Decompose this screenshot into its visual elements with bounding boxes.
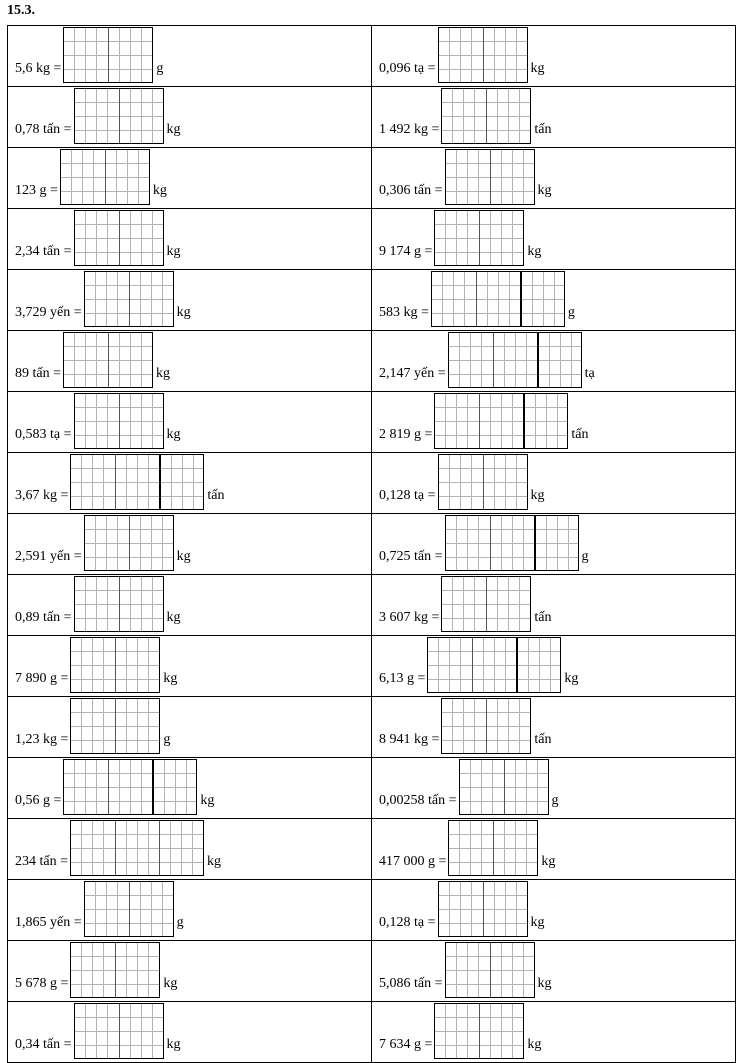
answer-grid[interactable]: [434, 1003, 524, 1059]
conversion-item: [372, 332, 735, 391]
conversion-item: [372, 271, 735, 330]
grid-square[interactable]: [64, 760, 108, 814]
answer-grid[interactable]: [60, 149, 150, 205]
grid-square[interactable]: [479, 211, 523, 265]
conversion-expression: 3,729 yến =: [15, 305, 82, 320]
conversion-item: [8, 698, 371, 757]
conversion-item: [8, 576, 371, 635]
conversion-expression: 2 819 g =: [379, 427, 433, 442]
grid-square[interactable]: [85, 516, 129, 570]
table-row: [8, 880, 736, 941]
grid-square[interactable]: [75, 211, 119, 265]
conversion-item: [8, 332, 371, 391]
grid-square[interactable]: [71, 638, 115, 692]
answer-grid[interactable]: [438, 454, 528, 510]
answer-grid[interactable]: [445, 149, 535, 205]
grid-square[interactable]: [439, 28, 483, 82]
exercise-cell: [372, 697, 736, 758]
grid-square[interactable]: [442, 89, 486, 143]
exercise-cell: [372, 26, 736, 87]
conversion-expression: 234 tấn =: [15, 854, 68, 869]
grid-square[interactable]: [115, 638, 159, 692]
unit-label: kg: [163, 976, 178, 991]
conversion-expression: 0,725 tấn =: [379, 549, 443, 564]
conversion-item: [372, 27, 735, 86]
answer-grid[interactable]: [63, 759, 197, 815]
conversion-item: [372, 942, 735, 1001]
grid-square[interactable]: [493, 821, 537, 875]
grid-square[interactable]: [442, 577, 486, 631]
exercise-cell: [8, 514, 372, 575]
conversion-item: [372, 576, 735, 635]
grid-square[interactable]: [108, 333, 152, 387]
exercise-cell: [8, 26, 372, 87]
grid-square[interactable]: [442, 699, 486, 753]
grid-square[interactable]: [129, 882, 173, 936]
answer-grid[interactable]: [448, 820, 538, 876]
grid-square[interactable]: [71, 821, 115, 875]
unit-label: tấn: [534, 610, 552, 625]
conversion-expression: 1,865 yến =: [15, 915, 82, 930]
unit-label: kg: [176, 305, 191, 320]
grid-square[interactable]: [486, 577, 530, 631]
conversion-expression: 2,147 yến =: [379, 366, 446, 381]
grid-square[interactable]: [486, 699, 530, 753]
answer-grid[interactable]: [84, 271, 174, 327]
conversion-item: [372, 698, 735, 757]
grid-square[interactable]: [61, 150, 105, 204]
exercise-cell: [8, 636, 372, 697]
table-row: [8, 636, 736, 697]
conversion-expression: 0,583 tạ =: [15, 427, 72, 442]
table-row: [8, 697, 736, 758]
exercise-cell: [372, 209, 736, 270]
table-row: [8, 514, 736, 575]
exercise-cell: [8, 697, 372, 758]
conversion-expression: 0,56 g =: [15, 793, 62, 808]
answer-grid[interactable]: [445, 942, 535, 998]
unit-label: kg: [156, 366, 170, 381]
grid-square[interactable]: [75, 577, 119, 631]
conversion-expression: 3,67 kg =: [15, 488, 69, 503]
grid-square[interactable]: [75, 1004, 119, 1058]
conversion-expression: 0,128 tạ =: [379, 488, 436, 503]
conversion-item: [372, 393, 735, 452]
grid-square[interactable]: [152, 760, 196, 814]
answer-grid[interactable]: [441, 88, 531, 144]
exercise-cell: [8, 880, 372, 941]
unit-label: kg: [200, 793, 215, 808]
grid-square[interactable]: [479, 394, 523, 448]
grid-square[interactable]: [446, 943, 490, 997]
conversion-table: [7, 25, 736, 1063]
answer-grid[interactable]: [438, 881, 528, 937]
grid-square[interactable]: [460, 760, 504, 814]
answer-grid[interactable]: [63, 27, 153, 83]
table-row: [8, 575, 736, 636]
conversion-expression: 583 kg =: [379, 305, 429, 320]
grid-square[interactable]: [428, 638, 472, 692]
answer-grid[interactable]: [438, 27, 528, 83]
unit-label: tấn: [207, 488, 225, 503]
answer-grid[interactable]: [434, 210, 524, 266]
exercise-cell: [372, 392, 736, 453]
grid-square[interactable]: [64, 333, 108, 387]
exercise-cell: [8, 819, 372, 880]
grid-square[interactable]: [523, 394, 567, 448]
grid-square[interactable]: [435, 1004, 479, 1058]
exercise-cell: [8, 331, 372, 392]
unit-label: tấn: [534, 122, 552, 137]
answer-grid[interactable]: [70, 820, 204, 876]
answer-grid[interactable]: [74, 88, 164, 144]
exercise-cell: [372, 453, 736, 514]
exercise-cell: [8, 941, 372, 1002]
grid-square[interactable]: [115, 943, 159, 997]
answer-grid[interactable]: [441, 576, 531, 632]
exercise-cell: [372, 148, 736, 209]
unit-label: kg: [166, 610, 181, 625]
answer-grid[interactable]: [70, 698, 160, 754]
grid-square[interactable]: [435, 394, 479, 448]
answer-grid[interactable]: [74, 210, 164, 266]
unit-label: g: [581, 549, 589, 564]
exercise-cell: [372, 87, 736, 148]
exercise-cell: [8, 148, 372, 209]
grid-square[interactable]: [435, 211, 479, 265]
answer-grid[interactable]: [74, 393, 164, 449]
conversion-expression: 1,23 kg =: [15, 732, 69, 747]
grid-square[interactable]: [108, 28, 152, 82]
table-row: [8, 331, 736, 392]
unit-label: tấn: [534, 732, 552, 747]
exercise-cell: [8, 453, 372, 514]
grid-square[interactable]: [119, 89, 163, 143]
answer-grid[interactable]: [84, 515, 174, 571]
exercise-cell: [372, 1002, 736, 1063]
conversion-expression: 417 000 g =: [379, 854, 447, 869]
answer-grid[interactable]: [63, 332, 153, 388]
unit-label: tạ: [584, 366, 595, 381]
exercise-cell: [372, 880, 736, 941]
grid-square[interactable]: [105, 150, 149, 204]
unit-label: kg: [537, 183, 552, 198]
grid-square[interactable]: [449, 333, 493, 387]
conversion-expression: 5,6 kg =: [15, 61, 62, 76]
conversion-item: [8, 210, 371, 269]
grid-square[interactable]: [75, 89, 119, 143]
grid-square[interactable]: [483, 28, 527, 82]
grid-square[interactable]: [71, 455, 115, 509]
answer-grid[interactable]: [441, 698, 531, 754]
exercise-cell: [8, 270, 372, 331]
conversion-item: [372, 820, 735, 879]
unit-label: g: [176, 915, 184, 930]
exercise-cell: [8, 1002, 372, 1063]
unit-label: g: [567, 305, 575, 320]
conversion-item: [8, 820, 371, 879]
conversion-expression: 2,591 yến =: [15, 549, 82, 564]
conversion-expression: 9 174 g =: [379, 244, 433, 259]
unit-label: kg: [530, 488, 545, 503]
conversion-item: [372, 637, 735, 696]
exercise-cell: [372, 636, 736, 697]
grid-square[interactable]: [115, 821, 159, 875]
table-row: [8, 819, 736, 880]
unit-label: kg: [527, 244, 542, 259]
grid-square[interactable]: [449, 821, 493, 875]
table-row: [8, 87, 736, 148]
grid-square[interactable]: [483, 455, 527, 509]
answer-grid[interactable]: [427, 637, 561, 693]
exercise-cell: [372, 575, 736, 636]
exercise-cell: [372, 941, 736, 1002]
grid-square[interactable]: [486, 89, 530, 143]
conversion-item: [8, 881, 371, 940]
grid-square[interactable]: [490, 516, 534, 570]
conversion-item: [8, 393, 371, 452]
unit-label: kg: [527, 1037, 542, 1052]
conversion-expression: 3 607 kg =: [379, 610, 440, 625]
conversion-expression: 5,086 tấn =: [379, 976, 443, 991]
answer-grid[interactable]: [84, 881, 174, 937]
table-row: [8, 270, 736, 331]
table-row: [8, 1002, 736, 1063]
answer-grid[interactable]: [459, 759, 549, 815]
unit-label: kg: [166, 1037, 181, 1052]
conversion-item: [372, 1003, 735, 1062]
grid-square[interactable]: [85, 882, 129, 936]
conversion-expression: 0,306 tấn =: [379, 183, 443, 198]
grid-square[interactable]: [516, 638, 560, 692]
grid-square[interactable]: [534, 516, 578, 570]
grid-square[interactable]: [439, 882, 483, 936]
conversion-expression: 89 tấn =: [15, 366, 61, 381]
grid-square[interactable]: [537, 333, 581, 387]
exercise-cell: [8, 575, 372, 636]
conversion-item: [372, 149, 735, 208]
grid-square[interactable]: [85, 272, 129, 326]
grid-square[interactable]: [119, 211, 163, 265]
conversion-item: [372, 759, 735, 818]
answer-grid[interactable]: [448, 332, 582, 388]
grid-square[interactable]: [493, 333, 537, 387]
conversion-item: [8, 1003, 371, 1062]
conversion-item: [8, 515, 371, 574]
conversion-expression: 7 890 g =: [15, 671, 69, 686]
conversion-item: [8, 27, 371, 86]
unit-label: kg: [152, 183, 167, 198]
conversion-expression: 5 678 g =: [15, 976, 69, 991]
unit-label: kg: [564, 671, 579, 686]
grid-square[interactable]: [504, 760, 548, 814]
grid-square[interactable]: [446, 150, 490, 204]
grid-square[interactable]: [483, 882, 527, 936]
unit-label: tấn: [571, 427, 589, 442]
answer-grid[interactable]: [445, 515, 579, 571]
grid-square[interactable]: [439, 455, 483, 509]
grid-square[interactable]: [75, 394, 119, 448]
conversion-expression: 7 634 g =: [379, 1037, 433, 1052]
grid-square[interactable]: [115, 455, 159, 509]
unit-label: g: [156, 61, 164, 76]
unit-label: kg: [530, 61, 545, 76]
exercise-cell: [8, 209, 372, 270]
table-row: [8, 209, 736, 270]
table-row: [8, 392, 736, 453]
conversion-expression: 0,128 tạ =: [379, 915, 436, 930]
exercise-cell: [372, 270, 736, 331]
unit-label: kg: [537, 976, 552, 991]
unit-label: kg: [176, 549, 191, 564]
grid-square[interactable]: [159, 821, 203, 875]
exercise-cell: [372, 331, 736, 392]
conversion-expression: 0,89 tấn =: [15, 610, 72, 625]
conversion-expression: 0,78 tấn =: [15, 122, 72, 137]
answer-grid[interactable]: [74, 576, 164, 632]
conversion-expression: 0,096 tạ =: [379, 61, 436, 76]
conversion-item: [8, 88, 371, 147]
unit-label: kg: [166, 427, 181, 442]
answer-grid[interactable]: [70, 942, 160, 998]
conversion-item: [8, 149, 371, 208]
grid-square[interactable]: [490, 943, 534, 997]
answer-grid[interactable]: [434, 393, 568, 449]
answer-grid[interactable]: [70, 454, 204, 510]
conversion-item: [372, 210, 735, 269]
unit-label: kg: [530, 915, 545, 930]
grid-square[interactable]: [479, 1004, 523, 1058]
grid-square[interactable]: [446, 516, 490, 570]
grid-square[interactable]: [71, 943, 115, 997]
grid-square[interactable]: [520, 272, 564, 326]
conversion-item: [372, 88, 735, 147]
conversion-item: [8, 454, 371, 513]
unit-label: kg: [166, 244, 181, 259]
grid-square[interactable]: [119, 394, 163, 448]
unit-label: kg: [166, 122, 181, 137]
exercise-cell: [372, 758, 736, 819]
grid-square[interactable]: [432, 272, 476, 326]
exercise-cell: [8, 87, 372, 148]
conversion-item: [8, 271, 371, 330]
unit-label: kg: [163, 671, 178, 686]
unit-label: kg: [207, 854, 221, 869]
conversion-expression: 8 941 kg =: [379, 732, 440, 747]
grid-square[interactable]: [108, 760, 152, 814]
grid-square[interactable]: [476, 272, 520, 326]
grid-square[interactable]: [115, 699, 159, 753]
conversion-expression: 2,34 tấn =: [15, 244, 72, 259]
grid-square[interactable]: [119, 577, 163, 631]
table-row: [8, 758, 736, 819]
conversion-item: [8, 942, 371, 1001]
grid-square[interactable]: [490, 150, 534, 204]
conversion-expression: 6,13 g =: [379, 671, 426, 686]
conversion-expression: 1 492 kg =: [379, 122, 440, 137]
conversion-item: [372, 881, 735, 940]
conversion-item: [8, 759, 371, 818]
exercise-title: 15.3.: [7, 3, 35, 18]
table-row: [8, 941, 736, 1002]
unit-label: kg: [541, 854, 556, 869]
grid-square[interactable]: [129, 272, 173, 326]
unit-label: g: [551, 793, 559, 808]
conversion-expression: 0,34 tấn =: [15, 1037, 72, 1052]
exercise-cell: [372, 514, 736, 575]
exercise-cell: [372, 819, 736, 880]
conversion-item: [372, 454, 735, 513]
grid-square[interactable]: [119, 1004, 163, 1058]
table-row: [8, 148, 736, 209]
answer-grid[interactable]: [431, 271, 565, 327]
exercise-cell: [8, 392, 372, 453]
unit-label: g: [163, 732, 171, 747]
table-row: [8, 453, 736, 514]
grid-square[interactable]: [159, 455, 203, 509]
grid-square[interactable]: [472, 638, 516, 692]
exercise-cell: [8, 758, 372, 819]
grid-square[interactable]: [129, 516, 173, 570]
grid-square[interactable]: [71, 699, 115, 753]
answer-grid[interactable]: [70, 637, 160, 693]
conversion-item: [372, 515, 735, 574]
conversion-item: [8, 637, 371, 696]
table-row: [8, 26, 736, 87]
answer-grid[interactable]: [74, 1003, 164, 1059]
conversion-expression: 0,00258 tấn =: [379, 793, 457, 808]
grid-square[interactable]: [64, 28, 108, 82]
conversion-expression: 123 g =: [15, 183, 58, 198]
